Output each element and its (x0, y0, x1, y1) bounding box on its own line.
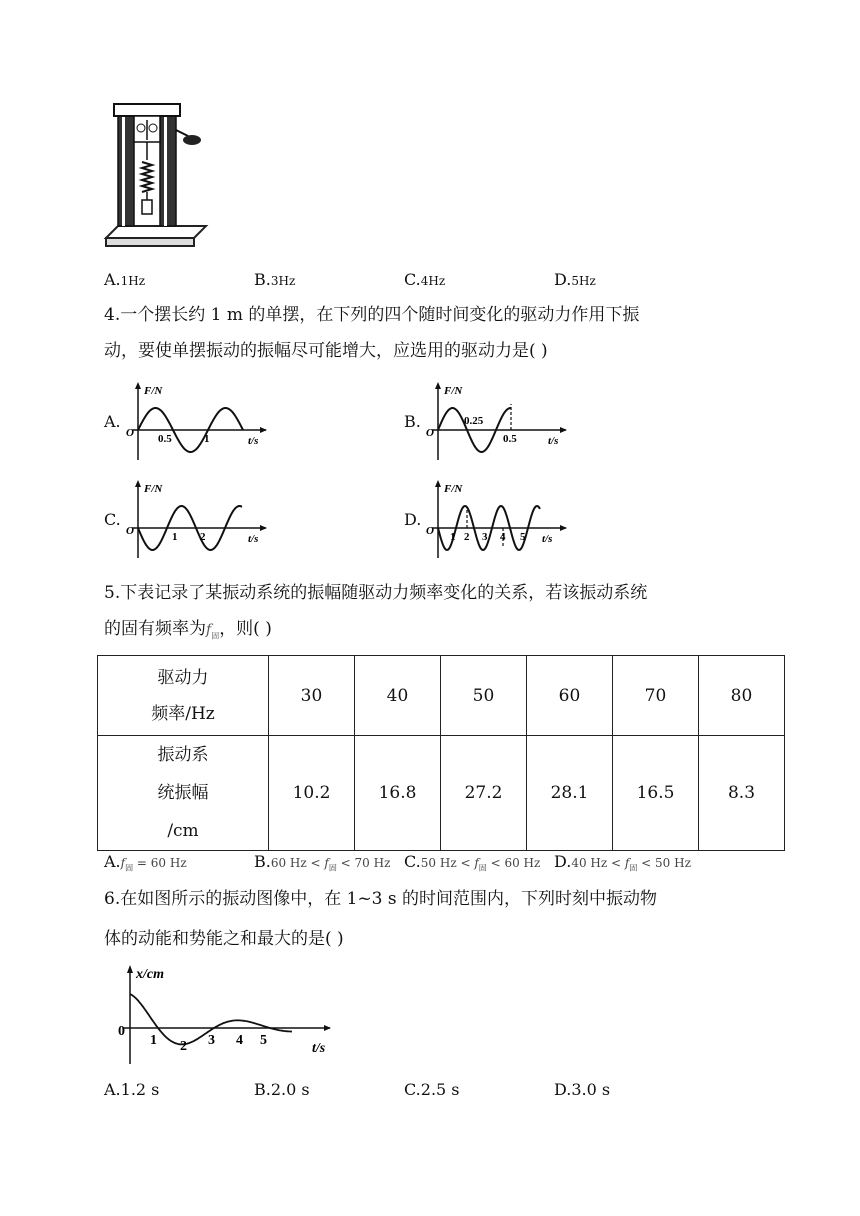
y-axis-label: x/cm (136, 967, 164, 982)
option-b[interactable] (254, 270, 295, 289)
graph-a-letter[interactable]: A. (104, 412, 121, 431)
table-cell: 10.2 (269, 736, 355, 851)
tick-label: 5 (260, 1033, 267, 1048)
table-row (98, 736, 785, 851)
option-letter: D. (554, 852, 572, 871)
option-a[interactable]: A.1.2 s (104, 1080, 160, 1099)
tick-label: 0.5 (158, 433, 172, 445)
option-b[interactable]: B.2.0 s (254, 1080, 310, 1099)
option-letter: C. (404, 270, 421, 289)
option-letter: D. (554, 270, 572, 289)
graph-d-letter[interactable]: D. (404, 510, 422, 529)
table-cell: 30 (269, 656, 355, 736)
tick-label: 1 (150, 1033, 157, 1048)
table-cell: 28.1 (527, 736, 613, 851)
table-cell: 50 (441, 656, 527, 736)
option-c[interactable]: C.2.5 s (404, 1080, 460, 1099)
x-axis-label: t/s (312, 1041, 326, 1056)
q6-stem-line2: 体的动能和势能之和最大的是( ) (104, 929, 344, 949)
tick-label: 4 (236, 1033, 243, 1048)
table-cell: 27.2 (441, 736, 527, 851)
tick-label: 3 (482, 531, 488, 543)
tick-label: 1 (172, 531, 178, 543)
x-axis-label: t/s (548, 435, 559, 447)
option-b[interactable]: B.60 $Hz < f_固 < 70$ Hz (254, 852, 391, 873)
table-cell: 16.8 (355, 736, 441, 851)
tick-label: 1 (204, 433, 210, 445)
option-letter: B. (254, 270, 271, 289)
option-c[interactable]: C.50 $Hz < f_固 < 60$ Hz (404, 852, 541, 873)
table-cell: 8.3 (699, 736, 785, 851)
tick-label: 4 (500, 531, 506, 543)
graph-c-letter[interactable]: C. (104, 510, 121, 529)
origin-label: O (426, 525, 434, 537)
graph-b-letter[interactable]: B. (404, 412, 421, 431)
q4-stem-line2: 动，要使单摆振动的振幅尽可能增大，应选用的驱动力是( ) (104, 341, 548, 361)
q5-stem-line1: 5.下表记录了某振动系统的振幅随驱动力频率变化的关系，若该振动系统 (104, 583, 648, 603)
option-letter: A. (104, 852, 121, 871)
origin-label: O (426, 427, 434, 439)
table-header-cell: 振动系 统振幅 /cm (98, 736, 269, 851)
graph-a (120, 380, 270, 464)
q5-stem-line2: 的固有频率为$f_固$，则( ) (104, 619, 272, 641)
y-axis-label: F/N (444, 483, 463, 495)
x-axis-label: t/s (248, 435, 259, 447)
tick-label: 2 (200, 531, 206, 543)
table-cell: 70 (613, 656, 699, 736)
tick-label: 2 (180, 1039, 187, 1054)
tick-label: 0.25 (464, 415, 484, 427)
graph-b (420, 380, 570, 464)
y-axis-label: F/N (144, 483, 163, 495)
option-a[interactable]: $A.f_固 = 60$ Hz (104, 852, 187, 873)
origin-label: O (126, 525, 134, 537)
option-letter: B. (254, 852, 271, 871)
origin-label: 0 (118, 1024, 125, 1039)
origin-label: O (126, 427, 134, 439)
option-a[interactable] (104, 270, 145, 289)
option-text: 1Hz (120, 274, 146, 288)
q4-stem-line1: 4.一个摆长约 1 m 的单摆，在下列的四个随时间变化的驱动力作用下振 (104, 305, 640, 325)
table-row (98, 656, 785, 736)
amplitude-frequency-table (97, 655, 785, 851)
tick-label: 5 (520, 531, 526, 543)
resonance-apparatus-figure (100, 100, 212, 252)
q6-stem-line1: 6.在如图所示的振动图像中，在 1~3 s 的时间范围内，下列时刻中振动物 (104, 889, 658, 909)
graph-d (420, 478, 570, 562)
table-cell: 40 (355, 656, 441, 736)
tick-label: 2 (464, 531, 470, 543)
damped-vibration-graph (112, 962, 342, 1066)
graph-c (120, 478, 270, 562)
x-axis-label: t/s (542, 533, 553, 545)
option-d[interactable]: D.3.0 s (554, 1080, 611, 1099)
option-d[interactable] (554, 270, 596, 289)
tick-label: 3 (208, 1033, 215, 1048)
option-text: 3Hz (270, 274, 296, 288)
option-text: 5Hz (571, 274, 596, 288)
option-d[interactable]: D.40 $Hz < f_固 < 50$ Hz (554, 852, 691, 873)
table-cell: 16.5 (613, 736, 699, 851)
y-axis-label: F/N (144, 385, 163, 397)
tick-label: 0.5 (503, 433, 517, 445)
tick-label: 1 (450, 531, 456, 543)
table-cell: 80 (699, 656, 785, 736)
option-letter: C. (404, 852, 421, 871)
table-cell: 60 (527, 656, 613, 736)
option-text: 4Hz (420, 274, 446, 288)
option-c[interactable] (404, 270, 445, 289)
y-axis-label: F/N (444, 385, 463, 397)
option-letter: A. (104, 270, 121, 289)
table-header-cell: 驱动力 频率/Hz (98, 656, 269, 736)
x-axis-label: t/s (248, 533, 259, 545)
